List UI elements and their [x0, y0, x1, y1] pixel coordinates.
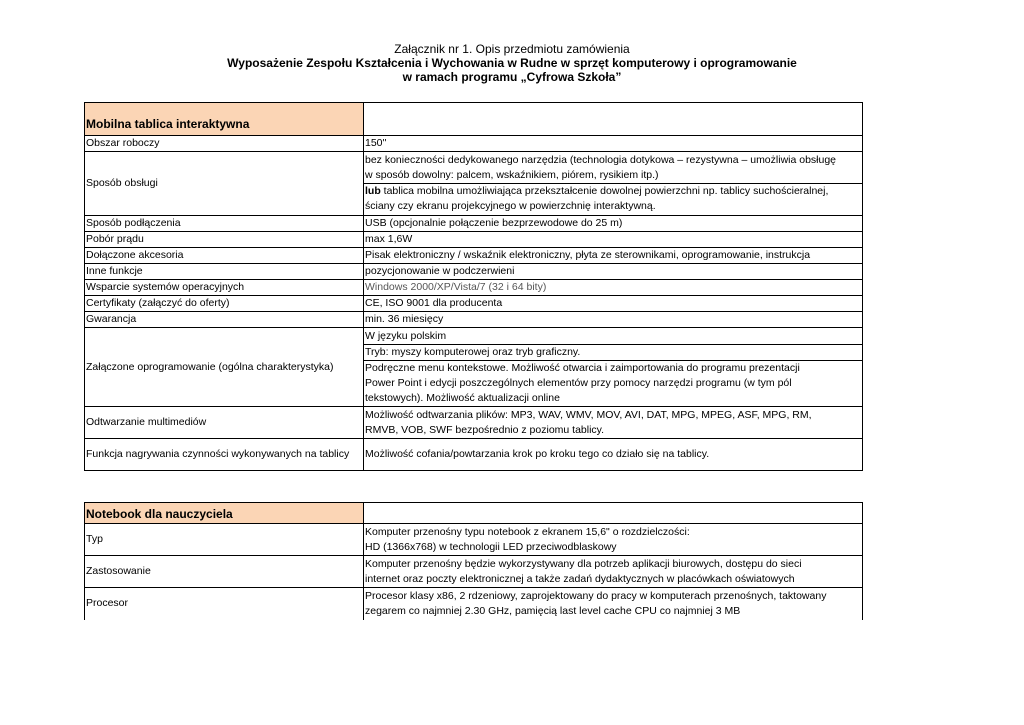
- section-title-empty-cell: [364, 503, 863, 524]
- spec-label: Gwarancja: [85, 312, 364, 328]
- text-line: [365, 184, 861, 199]
- spec-label: Obszar roboczy: [85, 136, 364, 152]
- spec-value: Możliwość cofania/powtarzania krok po kroku tego co działo się na tablicy.: [364, 439, 863, 471]
- document-subtitle: Załącznik nr 1. Opis przedmiotu zamówienia: [394, 42, 630, 56]
- spec-label: Zastosowanie: [85, 556, 364, 588]
- operation-option-2: [364, 183, 862, 214]
- program-title: w ramach programu „Cyfrowa Szkoła”: [402, 70, 622, 84]
- text-fragment: tablica mobilna umożliwiająca przekształcenie dowolnej powierzchni np. tablicy suchościeralnej,: [380, 185, 829, 197]
- text-line: HD (1366x768) w technologii LED przeciwodblaskowy: [365, 540, 617, 553]
- spec-label: Procesor: [85, 588, 364, 620]
- spec-value: Windows 2000/XP/Vista/7 (32 i 64 bity): [364, 280, 863, 296]
- spec-label: Sposób obsługi: [85, 152, 364, 216]
- interactive-whiteboard-table: [84, 102, 863, 471]
- spec-value: [364, 588, 863, 620]
- text-line: Możliwość odtwarzania plików: MP3, WAV, WMV, MOV, AVI, DAT, MPG, MPEG, ASF, MPG, RM,: [365, 408, 812, 421]
- spec-value: CE, ISO 9001 dla producenta: [364, 296, 863, 312]
- spec-value: [364, 524, 863, 556]
- spec-label: Typ: [85, 524, 364, 556]
- spec-label: Funkcja nagrywania czynności wykonywanych na tablicy: [85, 439, 364, 471]
- text-line: Komputer przenośny będzie wykorzystywany dla potrzeb aplikacji biurowych, dostępu do sieci: [365, 557, 802, 570]
- text-line: Podręczne menu kontekstowe. Możliwość otwarcia i zaimportowania do programu prezentacji: [365, 361, 800, 374]
- spec-value: USB (opcjonalnie połączenie bezprzewodowe do 25 m): [364, 216, 863, 232]
- spec-value: pozycjonowanie w podczerwieni: [364, 264, 863, 280]
- emphasis-text: lub: [365, 185, 381, 197]
- section-title-empty-cell: [364, 103, 863, 136]
- teacher-notebook-table: [84, 502, 863, 620]
- text-line: bez konieczności dedykowanego narzędzia (technologia dotykowa – rezystywna – umożliwia obsługę: [365, 154, 837, 166]
- spec-label: Załączone oprogramowanie (ogólna charakterystyka): [85, 328, 364, 407]
- text-line: zegarem co najmniej 2.30 GHz, pamięcią last level cache CPU co najmniej 3 MB: [365, 604, 741, 617]
- spec-value: [364, 328, 863, 407]
- spec-value: max 1,6W: [364, 232, 863, 248]
- spec-label: Odtwarzanie multimediów: [85, 407, 364, 439]
- text-line: RMVB, VOB, SWF bezpośrednio z poziomu tablicy.: [365, 423, 605, 436]
- text-line: tekstowych). Możliwość aktualizacji online: [365, 391, 560, 404]
- section-title: Mobilna tablica interaktywna: [85, 103, 364, 136]
- section-title: Notebook dla nauczyciela: [85, 503, 364, 524]
- spec-label: Pobór prądu: [85, 232, 364, 248]
- text-line: w sposób dowolny: palcem, wskaźnikiem, piórem, rysikiem itp.): [365, 169, 659, 181]
- text-line: Komputer przenośny typu notebook z ekranem 15,6" o rozdzielczości:: [365, 525, 690, 538]
- spec-value: [364, 556, 863, 588]
- spec-label: Sposób podłączenia: [85, 216, 364, 232]
- spec-label: Inne funkcje: [85, 264, 364, 280]
- software-feature-block: [364, 360, 862, 406]
- text-line: Procesor klasy x86, 2 rdzeniowy, zaprojektowany do pracy w komputerach przenośnych, taktowany: [365, 589, 827, 602]
- operation-option-1: [364, 153, 862, 183]
- spec-value: 150'': [364, 136, 863, 152]
- text-line: Power Point i edycji poszczególnych elementów przy pomocy narzędzi programu (w tym pól: [365, 376, 792, 389]
- text-line: ściany czy ekranu projekcyjnego w powierzchnię interaktywną.: [365, 200, 656, 212]
- spec-value: [364, 407, 863, 439]
- text-line: W języku polskim: [365, 329, 447, 342]
- spec-value: Pisak elektroniczny / wskaźnik elektroniczny, płyta ze sterownikami, oprogramowanie, instrukcja: [364, 248, 863, 264]
- spec-label: Wsparcie systemów operacyjnych: [85, 280, 364, 296]
- spec-value: [364, 152, 863, 216]
- spec-label: Dołączone akcesoria: [85, 248, 364, 264]
- spec-label: Certyfikaty (załączyć do oferty): [85, 296, 364, 312]
- spec-value: min. 36 miesięcy: [364, 312, 863, 328]
- document-title: Wyposażenie Zespołu Kształcenia i Wychowania w Rudne w sprzęt komputerowy i oprogramowanie: [227, 56, 797, 70]
- text-line: Tryb: myszy komputerowej oraz tryb graficzny.: [364, 344, 862, 360]
- text-line: internet oraz poczty elektronicznej a także zadań dydaktycznych w placówkach oświatowych: [365, 572, 795, 585]
